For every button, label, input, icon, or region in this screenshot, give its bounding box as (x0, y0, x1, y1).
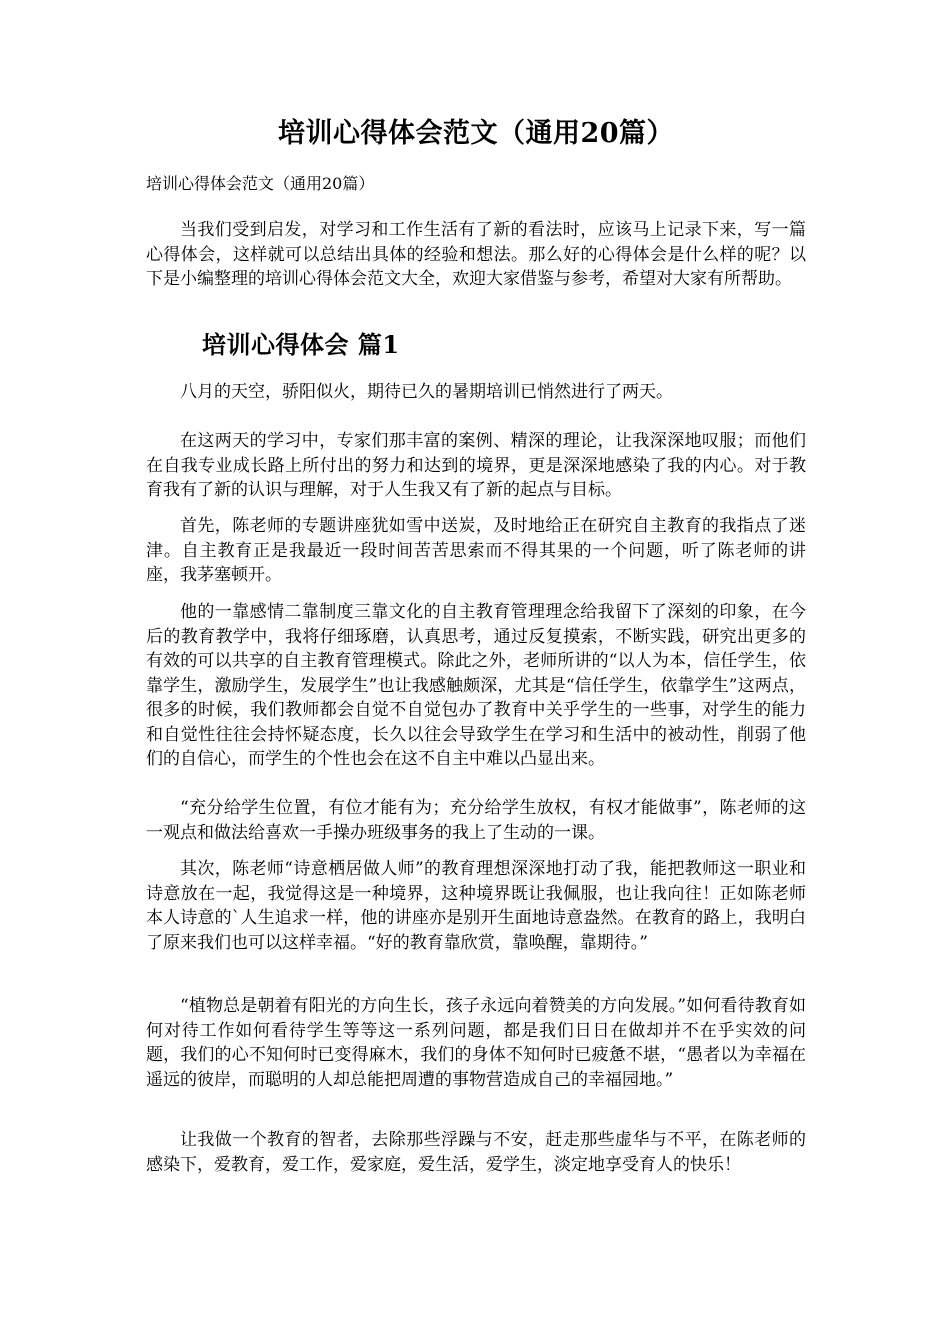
body-paragraph-8: 让我做一个教育的智者，去除那些浮躁与不安，赶走那些虚华与不平，在陈老师的感染下，爱教育，爱工作，爱家庭，爱生活，爱学生，淡定地享受育人的快乐！ (146, 1130, 806, 1175)
section-heading: 培训心得体会 篇1 (202, 330, 400, 359)
body-paragraph-5: “充分给学生位置，有位才能有为；充分给学生放权，有权才能做事”，陈老师的这一观点和做法给喜欢一手操办班级事务的我上了生动的一课。 (146, 798, 806, 843)
body-paragraph-3: 首先，陈老师的专题讲座犹如雪中送炭，及时地给正在研究自主教育的我指点了迷津。自主教育正是我最近一段时间苦苦思索而不得其果的一个问题，听了陈老师的讲座，我茅塞顿开。 (146, 516, 806, 585)
body-paragraph-7: “植物总是朝着有阳光的方向生长，孩子永远向着赞美的方向发展。”如何看待教育如何对待工作如何看待学生等等这一系列问题，都是我们日日在做却并不在乎实效的问题，我们的心不知何时已变得麻木，我们的身体不知何时已疲惫不堪，“愚者以为幸福在遥远的彼岸，而聪明的人却总能把周遭的事物营造成自己的幸福园地。” (146, 996, 806, 1090)
body-paragraph-2: 在这两天的学习中，专家们那丰富的案例、精深的理论，让我深深地叹服；而他们在自我专业成长路上所付出的努力和达到的境界，更是深深地感染了我的内心。对于教育我有了新的认识与理解，对于人生我又有了新的起点与目标。 (146, 431, 806, 500)
body-paragraph-1: 八月的天空，骄阳似火，期待已久的暑期培训已悄然进行了两天。 (180, 382, 673, 402)
body-paragraph-6: 其次，陈老师“诗意栖居做人师”的教育理想深深地打动了我，能把教师这一职业和诗意放在一起，我觉得这是一种境界，这种境界既让我佩服，也让我向往！正如陈老师本人诗意的`人生追求一样，他的讲座亦是别开生面地诗意盎然。在教育的路上，我明白了原来我们也可以这样幸福。“好的教育靠欣赏，靠唤醒，靠期待。” (146, 859, 806, 953)
document-subtitle: 培训心得体会范文（通用20篇） (146, 174, 375, 193)
intro-paragraph: 当我们受到启发，对学习和工作生活有了新的看法时，应该马上记录下来，写一篇心得体会，这样就可以总结出具体的经验和想法。那么好的心得体会是什么样的呢？以下是小编整理的培训心得体会范文大全，欢迎大家借鉴与参考，希望对大家有所帮助。 (146, 220, 806, 289)
document-title: 培训心得体会范文（通用20篇） (277, 118, 675, 149)
body-paragraph-4: 他的一靠感情二靠制度三靠文化的自主教育管理理念给我留下了深刻的印象，在今后的教育教学中，我将仔细琢磨，认真思考，通过反复摸索，不断实践，研究出更多的有效的可以共享的自主教育管理模式。除此之外，老师所讲的“以人为本，信任学生，依靠学生，激励学生，发展学生”也让我感触颇深，尤其是“信任学生，依靠学生”这两点，很多的时候，我们教师都会自觉不自觉包办了教育中关乎学生的一些事，对学生的能力和自觉性往往会持怀疑态度，长久以往会导致学生在学习和生活中的被动性，削弱了他们的自信心，而学生的个性也会在这不自主中难以凸显出来。 (146, 602, 806, 769)
